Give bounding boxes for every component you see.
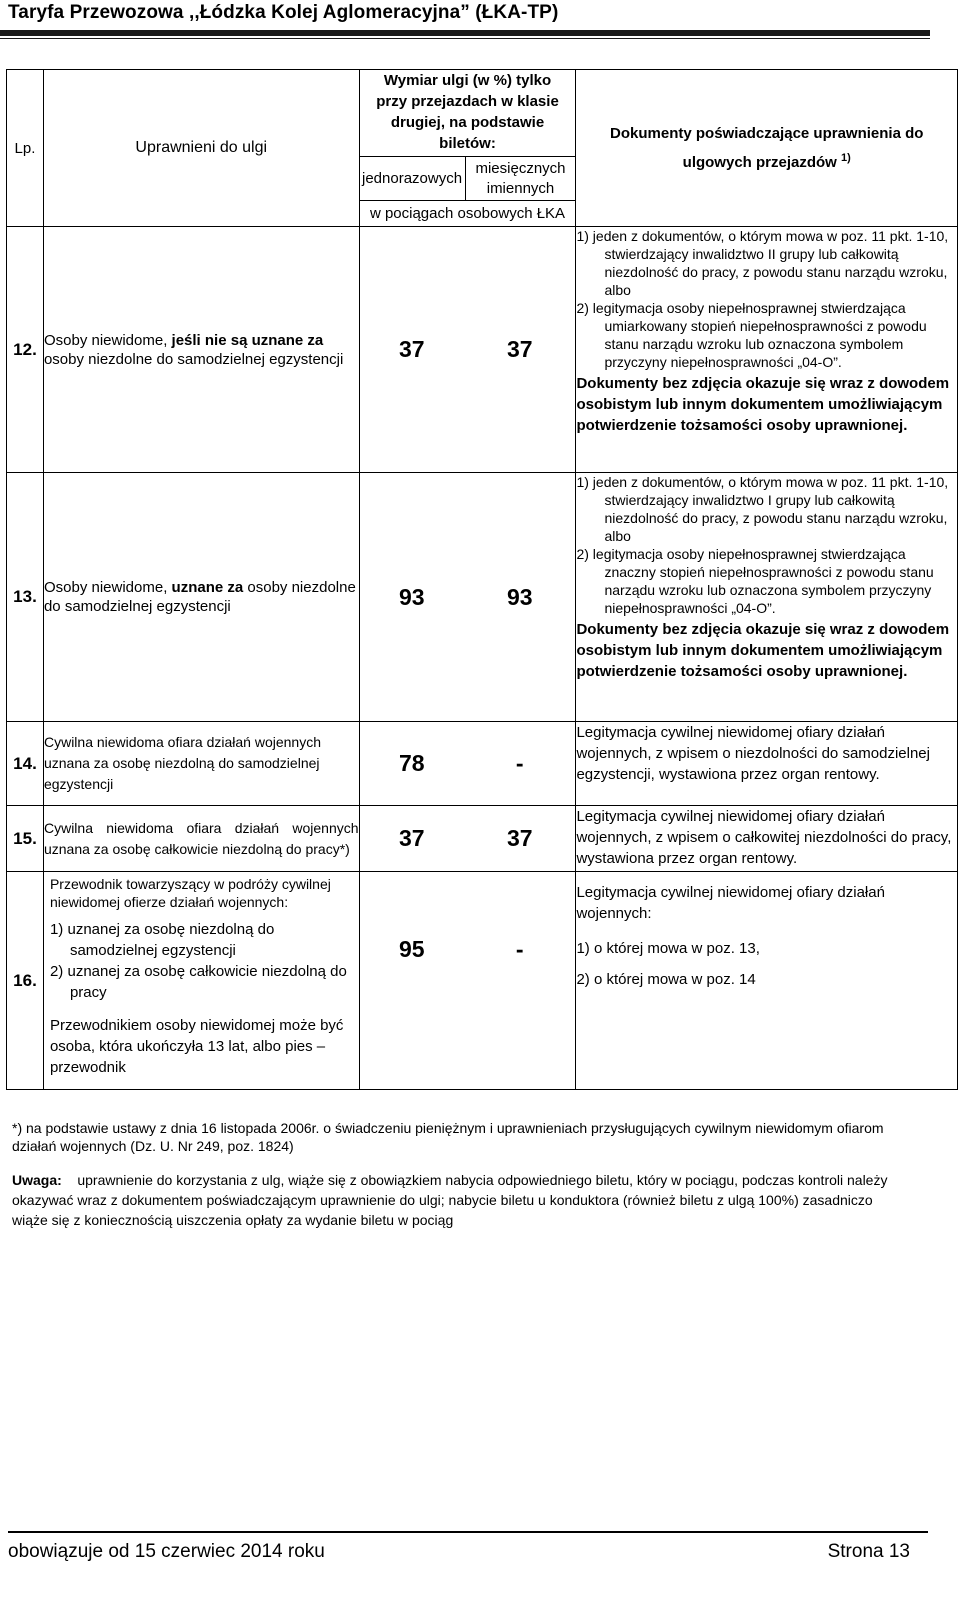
table-row-12 (7, 227, 958, 473)
row-who-intro: Przewodnik towarzyszący w podróży cywilnej niewidomej ofierze działań wojennych: (49, 876, 331, 910)
col-header-trains: w pociągach osobowych ŁKA (359, 201, 576, 227)
discount-table (6, 69, 958, 1090)
col-header-monthly: miesięcznych imiennych (466, 156, 576, 200)
row-who-b: jeśli nie są uznane za (171, 331, 324, 349)
row-who (43, 473, 359, 722)
row-who (43, 872, 359, 1090)
row-single: 93 (359, 473, 464, 722)
col-header-who: Uprawnieni do ulgi (43, 70, 359, 227)
note-label: Uwaga: (12, 1172, 62, 1188)
row-monthly: - (464, 722, 576, 806)
row-who-a: Osoby niewidome, (43, 579, 172, 596)
row-docs: Legitymacja cywilnej niewidomej ofiary działań wojennych, z wpisem o całkowitej niezdolności do pracy, wystawiona przez organ rentowy. (576, 806, 958, 872)
col-header-docs-sup: 1) (841, 151, 851, 164)
col-header-docs-text: Dokumenty poświadczające uprawnienia do ulgowych przejazdów (610, 124, 924, 171)
footer-rule (8, 1531, 928, 1533)
row-docs-item-2: 2) legitymacja osoby niepełnosprawnej stwierdzająca umiarkowany stopień niepełnosprawności z powodu stanu narządu wzroku lub oznaczona symbolem przyczyny niepełnosprawności „04-O”. (576, 300, 927, 370)
row-lp: 13. (7, 473, 44, 722)
table-row-14 (7, 722, 958, 806)
col-header-discount: Wymiar ulgi (w %) tylko przy przejazdach w klasie drugiej, na podstawie biletów: (376, 72, 559, 152)
table-row-15 (7, 806, 958, 872)
row-who (43, 227, 359, 473)
row-lp: 12. (7, 227, 44, 473)
row-who: Cywilna niewidoma ofiara działań wojennych uznana za osobę całkowicie niezdolną do pracy*) (43, 806, 359, 872)
row-monthly: 37 (464, 806, 576, 872)
row-monthly: - (464, 872, 576, 1090)
header-rule-thin (0, 38, 930, 39)
row-who-item-1: 1) uznanej za osobę niezdolną do samodzielnej egzystencji (49, 921, 275, 959)
row-single: 78 (359, 722, 464, 806)
footer-page-number: Strona 13 (827, 1541, 910, 1562)
footer-validity: obowiązuje od 15 czerwiec 2014 roku (8, 1541, 325, 1562)
row-monthly: 93 (464, 473, 576, 722)
table-row-16 (7, 872, 958, 1090)
row-single: 37 (359, 227, 464, 473)
row-docs-bold: Dokumenty bez zdjęcia okazuje się wraz z dowodem osobistym lub innym dokumentem umożliwiającym potwierdzenie tożsamości osoby uprawnionej. (576, 621, 950, 680)
row-single: 95 (359, 872, 464, 1090)
row-docs-item-2: 2) legitymacja osoby niepełnosprawnej stwierdzająca znaczny stopień niepełnosprawności z powodu stanu narządu wzroku lub oznaczona symbolem przyczyny niepełnosprawności „04-O”. (576, 546, 934, 616)
col-header-single: jednorazowych (360, 156, 466, 200)
row-docs-intro: Legitymacja cywilnej niewidomej ofiary działań wojennych: (576, 884, 885, 922)
col-header-discount-group (359, 70, 576, 201)
row-who-a: Osoby niewidome, (43, 331, 172, 349)
row-single: 37 (359, 806, 464, 872)
col-header-docs (576, 70, 958, 227)
row-who-outro: Przewodnikiem osoby niewidomej może być osoba, która ukończyła 13 lat, albo pies – przewodnik (49, 1017, 344, 1076)
row-who-item-2: 2) uznanej za osobę całkowicie niezdolną do pracy (49, 963, 347, 1001)
row-lp: 15. (7, 806, 44, 872)
row-docs (576, 872, 958, 1090)
row-monthly: 37 (464, 227, 576, 473)
row-docs-bold: Dokumenty bez zdjęcia okazuje się wraz z dowodem osobistym lub innym dokumentem umożliwiającym potwierdzenie tożsamości osoby uprawnionej. (576, 375, 950, 434)
row-lp: 14. (7, 722, 44, 806)
header-rule (0, 30, 930, 36)
document-title: Taryfa Przewozowa ,,Łódzka Kolej Aglomeracyjna” (ŁKA-TP) (8, 2, 559, 23)
row-docs-item-1: 1) o której mowa w poz. 13, (576, 940, 760, 957)
row-docs: Legitymacja cywilnej niewidomej ofiary działań wojennych, z wpisem o niezdolności do samodzielnej egzystencji, wystawiona przez organ rentowy. (576, 722, 958, 806)
note (12, 1170, 912, 1230)
row-who-c: osoby niezdolne do samodzielnej egzystencji (43, 579, 356, 615)
row-docs-item-2: 2) o której mowa w poz. 14 (576, 971, 756, 988)
row-docs-item-1: 1) jeden z dokumentów, o którym mowa w poz. 11 pkt. 1-10, stwierdzający inwalidztwo I grupy lub całkowitą niezdolność do pracy, z powodu stanu narządu wzroku, albo (576, 474, 949, 544)
row-docs-item-1: 1) jeden z dokumentów, o którym mowa w poz. 11 pkt. 1-10, stwierdzający inwalidztwo II grupy lub całkowitą niezdolność do pracy, z powodu stanu narządu wzroku, albo (576, 228, 949, 298)
row-who-c: osoby niezdolne do samodzielnej egzystencji (43, 350, 344, 368)
row-who: Cywilna niewidoma ofiara działań wojennych uznana za osobę niezdolną do samodzielnej egzystencji (43, 722, 359, 806)
col-header-lp: Lp. (7, 70, 44, 227)
note-text: uprawnienie do korzystania z ulg, wiąże się z obowiązkiem nabycia odpowiedniego biletu, który w pociągu, podczas kontroli należy okazywać wraz z dokumentem poświadczającym uprawnienie do ulgi; nabycie biletu u konduktora (również biletu z ulgą 100%) zasadniczo wiąże się z koniecznością uiszczenia opłaty za wydanie biletu w pociąg (12, 1172, 888, 1228)
row-docs (576, 227, 958, 473)
table-row-13 (7, 473, 958, 722)
row-docs (576, 473, 958, 722)
row-who-b: uznane za (171, 579, 244, 596)
footnote: *) na podstawie ustawy z dnia 16 listopada 2006r. o świadczeniu pieniężnym i uprawnieniach przysługujących cywilnym niewidomym ofiarom działań wojennych (Dz. U. Nr 249, poz. 1824) (12, 1120, 884, 1154)
row-lp: 16. (7, 872, 44, 1090)
